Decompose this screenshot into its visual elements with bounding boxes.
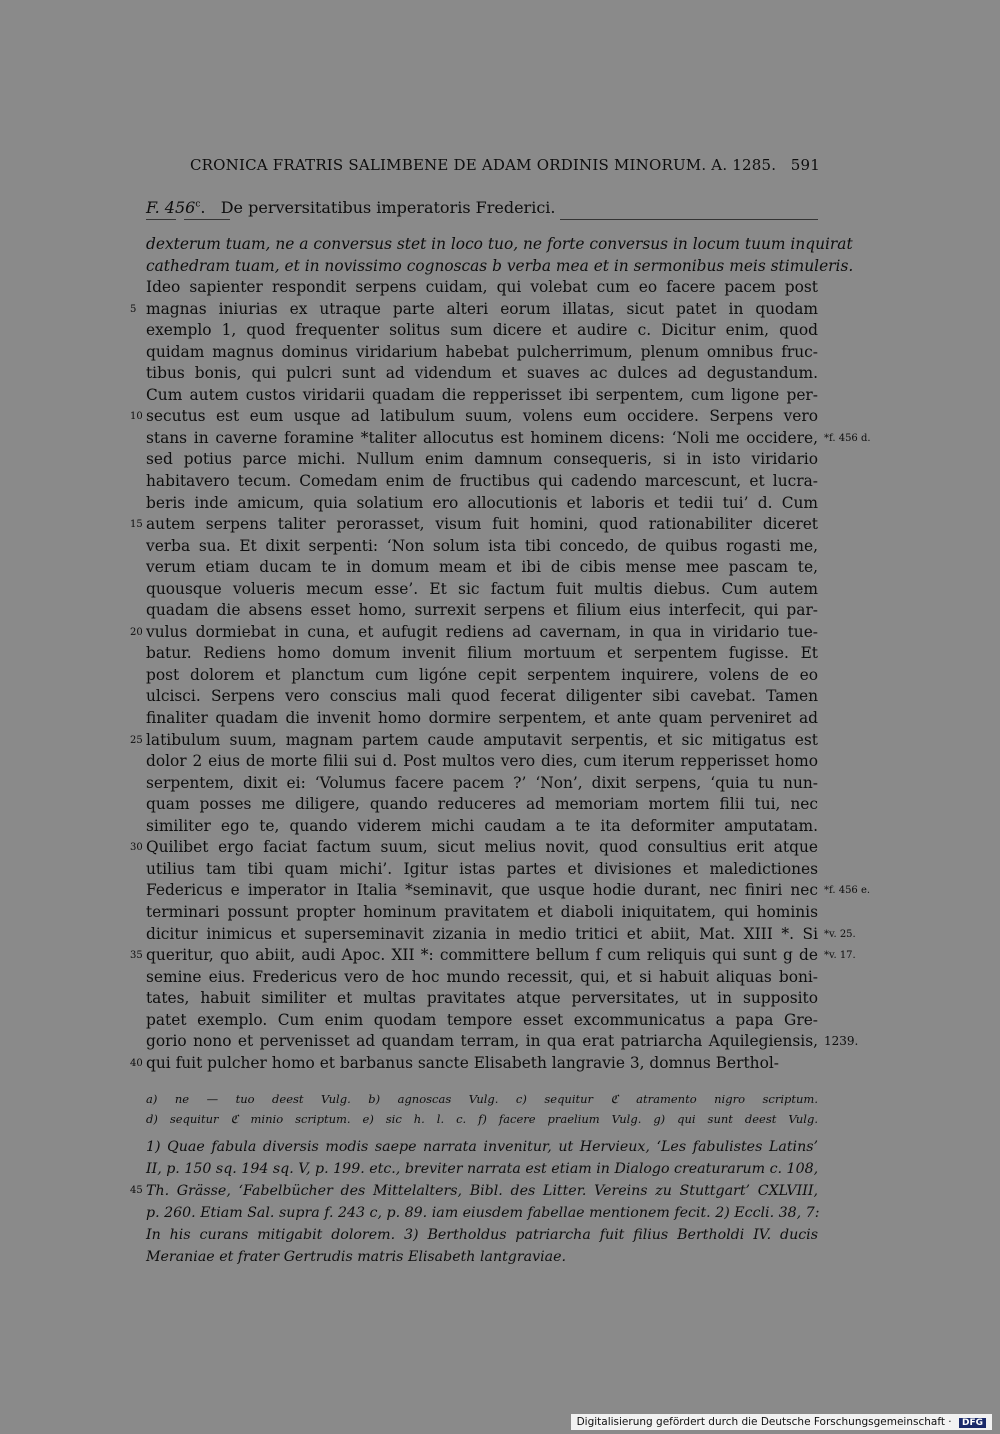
folio-ref: F. 456 bbox=[146, 198, 196, 217]
text-line bbox=[146, 536, 818, 558]
line-number: 20 bbox=[130, 626, 143, 638]
line-text: sed potius parce michi. Nullum enim damnum consequeris, si in isto viridario bbox=[146, 450, 818, 469]
footnote-text: In his curans mitigabit dolorem. 3) Bertholdus patriarcha fuit filius Bertholdi IV. ducis bbox=[146, 1227, 818, 1243]
line-number: 15 bbox=[130, 519, 143, 531]
section-heading: F. 456$^c$. De perversitatibus imperatoris Frederici. bbox=[146, 198, 556, 217]
text-line bbox=[146, 234, 853, 256]
line-text: semine eius. Fredericus vero de hoc mundo recessit, qui, et si habuit aliquas boni- bbox=[146, 967, 818, 986]
text-line bbox=[146, 579, 818, 601]
line-number: 30 bbox=[130, 842, 143, 854]
line-text: ulcisci. Serpens vero conscius mali quod fecerat diligenter sibi cavebat. Tamen bbox=[146, 687, 818, 706]
text-line bbox=[146, 686, 818, 708]
line-text: finaliter quadam die invenit homo dormire serpentem, et ante quam perveniret ad bbox=[146, 709, 818, 728]
rule-fragment bbox=[560, 219, 818, 220]
footnote-line bbox=[146, 1136, 818, 1158]
text-line bbox=[146, 751, 818, 773]
credit-text: Digitalisierung gefördert durch die Deutsche Forschungsgemeinschaft bbox=[576, 1416, 945, 1428]
text-line bbox=[146, 449, 818, 471]
line-text: similiter ego te, quando viderem michi caudam a te ita deformiter amputatam. bbox=[146, 816, 818, 835]
line-text: dolor 2 eius de morte filii sui d. Post multos vero dies, cum iterum repperisset homo bbox=[146, 752, 818, 771]
critical-apparatus bbox=[146, 1089, 818, 1129]
dfg-logo: DFG bbox=[959, 1418, 986, 1428]
section-title: De perversitatibus imperatoris Frederici. bbox=[220, 198, 556, 217]
text-line bbox=[130, 730, 818, 752]
footnote-text: 1) Quae fabula diversis modis saepe narrata invenitur, ut Hervieux, ‘Les fabulistes Latins’ bbox=[146, 1139, 818, 1155]
line-text: beris inde amicum, quia solatium ero allocutionis et laboris et tedii tui’ d. Cum bbox=[146, 493, 818, 512]
text-line bbox=[146, 924, 856, 946]
footnote-line bbox=[146, 1224, 818, 1246]
text-line bbox=[146, 988, 818, 1010]
margin-note: *f. 456 d. bbox=[824, 432, 871, 444]
text-line bbox=[146, 665, 818, 687]
footnotes bbox=[130, 1136, 820, 1268]
line-number: 35 bbox=[130, 950, 143, 962]
text-line bbox=[146, 1031, 859, 1053]
line-text: quidam magnus dominus viridarium habebat pulcherrimum, plenum omnibus fruc- bbox=[146, 342, 818, 361]
line-text: serpentem, dixit ei: ‘Volumus facere pacem ?’ ‘Non’, dixit serpens, ‘quia tu nun- bbox=[146, 773, 818, 792]
footnote-line bbox=[146, 1158, 818, 1180]
text-line bbox=[146, 600, 818, 622]
footnote-text: Th. Grässe, ‘Fabelbücher des Mittelalters, Bibl. des Litter. Vereins zu Stuttgart’ CXLVIII, bbox=[146, 1183, 818, 1199]
text-line bbox=[130, 837, 818, 859]
text-line bbox=[146, 967, 818, 989]
line-text: utilius tam tibi quam michi’. Igitur istas partes et divisiones et maledictiones bbox=[146, 859, 818, 878]
running-title: CRONICA FRATRIS SALIMBENE DE ADAM ORDINIS MINORUM. A. 1285. bbox=[190, 156, 777, 174]
footnote-text: p. 260. Etiam Sal. supra f. 243 c, p. 89. iam eiusdem fabellae mentionem fecit. 2) Eccli. 38, 7: bbox=[146, 1205, 820, 1221]
text-line bbox=[146, 277, 818, 299]
line-text: stans in caverne foramine *taliter allocutus est hominem dicens: ‘Noli me occidere, bbox=[146, 428, 818, 447]
line-text: magnas iniurias ex utraque parte alteri eorum illatas, sicut patet in quodam bbox=[146, 299, 818, 318]
margin-note: *v. 25. bbox=[824, 928, 856, 940]
rule-fragment bbox=[184, 219, 230, 220]
line-text: autem serpens taliter perorasset, visum fuit homini, quod rationabiliter diceret bbox=[146, 515, 818, 534]
line-text: habitavero tecum. Comedam enim de fructibus qui cadendo marcescunt, et lucra- bbox=[146, 472, 818, 491]
text-line bbox=[130, 622, 818, 644]
apparatus-line: d) sequitur ℭ minio scriptum. e) sic h. l. c. f) facere praelium Vulg. g) qui sunt deest Vulg. bbox=[146, 1112, 818, 1126]
footnote-line bbox=[130, 1180, 818, 1202]
text-line bbox=[146, 557, 818, 579]
text-line bbox=[146, 816, 818, 838]
footnote-text: II, p. 150 sq. 194 sq. V, p. 199. etc., breviter narrata est etiam in Dialogo creaturarum c. 108, bbox=[146, 1161, 819, 1177]
line-text: post dolorem et planctum cum ligóne cepit serpentem inquirere, volens de eo bbox=[146, 665, 818, 684]
line-text: quam posses me diligere, quando reduceres ad memoriam mortem filii tui, nec bbox=[146, 795, 818, 814]
line-text: quousque volueris mecum esse’. Et sic factum fuit multis diebus. Cum autem bbox=[146, 579, 818, 598]
digitization-credit: Digitalisierung gefördert durch die Deutsche Forschungsgemeinschaft · DFG bbox=[571, 1414, 992, 1430]
text-line bbox=[146, 880, 871, 902]
line-text: latibulum suum, magnam partem caude amputavit serpentis, et sic mitigatus est bbox=[146, 730, 818, 749]
margin-note: *v. 17. bbox=[824, 950, 856, 962]
line-text: dexterum tuam, ne a conversus stet in loco tuo, ne forte conversus in locum tuum inquirat bbox=[146, 235, 853, 253]
footnote-line bbox=[146, 1246, 818, 1268]
line-number: 5 bbox=[130, 303, 137, 315]
main-text bbox=[130, 234, 871, 1074]
line-text: batur. Rediens homo domum invenit filium mortuum et serpentem fugisse. Et bbox=[146, 644, 818, 663]
line-text: exemplo 1, quod frequenter solitus sum dicere et audire c. Dicitur enim, quod bbox=[146, 321, 818, 340]
text-line bbox=[146, 643, 818, 665]
line-number: 25 bbox=[130, 734, 143, 746]
line-text: vulus dormiebat in cuna, et aufugit rediens ad cavernam, in qua in viridario tue- bbox=[146, 622, 818, 641]
rule-fragment bbox=[146, 219, 176, 220]
line-number: 10 bbox=[130, 411, 143, 423]
text-line bbox=[130, 406, 818, 428]
line-text: queritur, quo abiit, audi Apoc. XII *: committere bellum f cum reliquis qui sunt g de bbox=[146, 946, 818, 965]
line-text: quadam die absens esset homo, surrexit serpens et filium eius interfecit, qui par- bbox=[146, 601, 818, 620]
margin-note: *f. 456 e. bbox=[824, 885, 871, 897]
text-line bbox=[130, 514, 818, 536]
line-text: Quilibet ergo faciat factum suum, sicut melius novit, quod consultius erit atque bbox=[146, 838, 818, 857]
text-line bbox=[146, 493, 818, 515]
footnote-line bbox=[146, 1202, 818, 1224]
line-text: tibus bonis, qui pulcri sunt ad videndum et suaves ac dulces ad degustandum. bbox=[146, 364, 818, 383]
text-line bbox=[146, 428, 871, 450]
line-text: patet exemplo. Cum enim quodam tempore esset excommunicatus a papa Gre- bbox=[146, 1010, 818, 1029]
line-text: gorio nono et pervenisset ad quandam terram, in qua erat patriarcha Aquilegiensis, bbox=[146, 1032, 818, 1051]
line-text: dicitur inimicus et superseminavit zizania in medio tritici et abiit, Mat. XIII *. Si bbox=[146, 924, 818, 943]
text-line bbox=[146, 342, 818, 364]
text-line bbox=[146, 859, 818, 881]
text-line bbox=[146, 385, 818, 407]
line-text: Federicus e imperator in Italia *seminavit, que usque hodie durant, nec finiri nec bbox=[146, 881, 818, 900]
folio-sup: c bbox=[195, 199, 201, 210]
text-line bbox=[146, 471, 818, 493]
text-line bbox=[146, 256, 854, 278]
text-line bbox=[146, 1010, 818, 1032]
line-text: Cum autem custos viridarii quadam die repperisset ibi serpentem, cum ligone per- bbox=[146, 385, 818, 404]
line-text: verba sua. Et dixit serpenti: ‘Non solum ista tibi concedo, de quibus rogasti me, bbox=[146, 536, 818, 555]
text-line bbox=[146, 708, 818, 730]
text-line bbox=[130, 299, 818, 321]
line-text: qui fuit pulcher homo et barbanus sancte Elisabeth langravie 3, domnus Berthol- bbox=[146, 1053, 779, 1072]
apparatus-line: a) ne — tuo deest Vulg. b) agnoscas Vulg. c) sequitur ℭ atramento nigro scriptum. bbox=[146, 1092, 818, 1106]
page-number: 591 bbox=[790, 156, 820, 174]
line-text: terminari possunt propter hominum pravitatem et diaboli iniquitatem, qui hominis bbox=[146, 902, 818, 921]
line-text: Ideo sapienter respondit serpens cuidam, qui volebat cum eo facere pacem post bbox=[146, 278, 818, 297]
text-line bbox=[146, 902, 818, 924]
text-line bbox=[146, 773, 818, 795]
line-text: tates, habuit similiter et multas pravitates atque perversitates, ut in supposito bbox=[146, 989, 818, 1008]
text-line bbox=[146, 363, 818, 385]
line-number: 45 bbox=[130, 1185, 143, 1196]
footnote-text: Meraniae et frater Gertrudis matris Elisabeth lantgraviae. bbox=[146, 1249, 567, 1265]
text-line bbox=[146, 794, 818, 816]
text-line bbox=[146, 320, 818, 342]
margin-note: 1239. bbox=[824, 1034, 859, 1049]
line-text: secutus est eum usque ad latibulum suum, volens eum occidere. Serpens vero bbox=[146, 407, 818, 426]
line-number: 40 bbox=[130, 1057, 143, 1069]
text-line bbox=[130, 1053, 818, 1075]
line-text: cathedram tuam, et in novissimo cognoscas b verba mea et in sermonibus meis stimuleris. bbox=[146, 256, 854, 275]
text-line bbox=[130, 945, 856, 967]
line-text: verum etiam ducam te in domum meam et ibi de cibis mense mee pascam te, bbox=[146, 558, 818, 577]
